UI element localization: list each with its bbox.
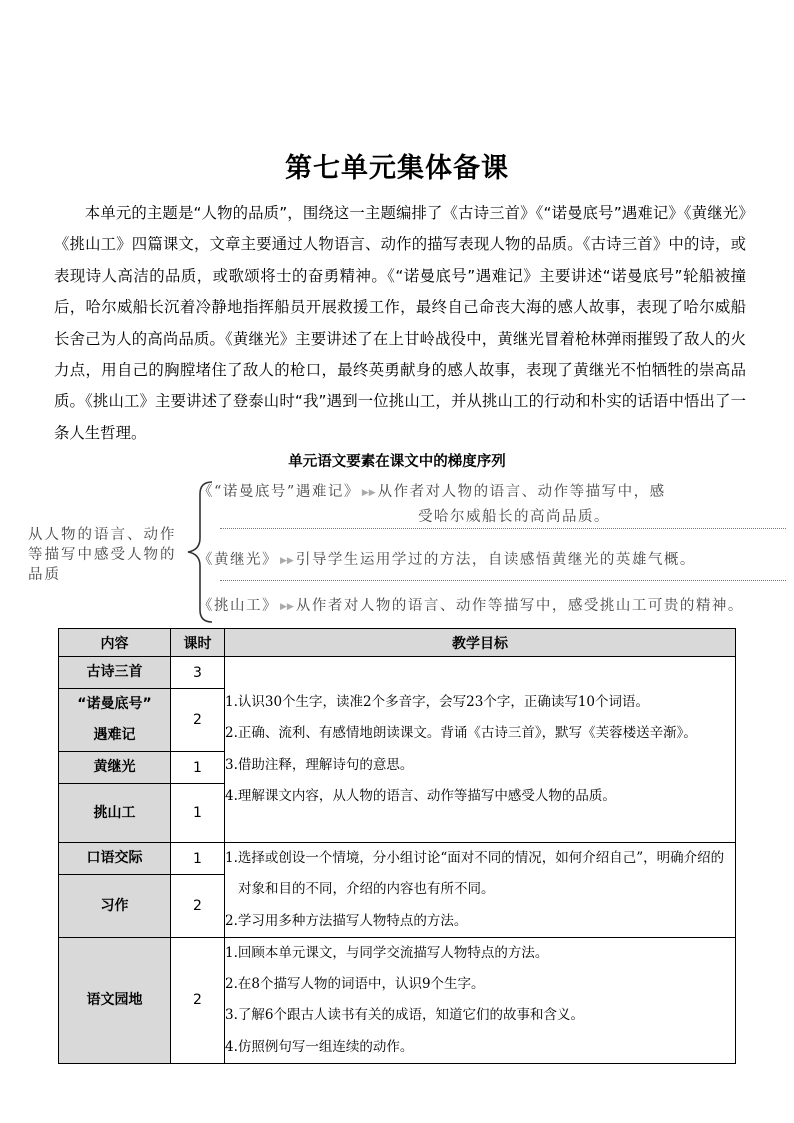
- row-hours: 2: [171, 689, 225, 752]
- goal-item: 1.认识30个生字，读准2个多音字，会写23个字，正确读写10个词语。: [225, 693, 650, 710]
- row-content: 口语交际: [59, 843, 171, 875]
- speaking-writing-goals: [225, 843, 736, 938]
- row-hours: 1: [171, 752, 225, 784]
- goal-item: 2.学习用多种方法描写人物特点的方法。: [225, 912, 468, 929]
- branch-text-line2: 受哈尔威船长的高尚品质。: [418, 509, 610, 525]
- arrow-icon: ▶▶: [361, 488, 376, 498]
- table-row: [59, 843, 736, 875]
- row-content: 挑山工: [59, 784, 171, 843]
- diagram-branch: [198, 548, 696, 569]
- reading-goals: [225, 657, 736, 843]
- teaching-goals-table: [58, 628, 736, 1064]
- table-header-row: [59, 629, 736, 657]
- row-hours: 1: [171, 843, 225, 875]
- row-hours: 3: [171, 657, 225, 689]
- gradient-diagram: [28, 474, 794, 624]
- row-content: 黄继光: [59, 752, 171, 784]
- header-goals: 教学目标: [225, 629, 736, 657]
- goal-item: 2.正确、流利、有感情地朗读课文。背诵《古诗三首》，默写《芙蓉楼送辛渐》。: [225, 725, 697, 742]
- goal-item: 1.回顾本单元课文，与同学交流描写人物特点的方法。: [225, 944, 549, 961]
- goal-item: 4.理解课文内容，从人物的语言、动作等描写中感受人物的品质。: [225, 787, 616, 804]
- row-hours: 1: [171, 784, 225, 843]
- goal-item: 3.借助注释，理解诗句的意思。: [225, 756, 414, 773]
- branch-text: 引导学生运用学过的方法，自读感悟黄继光的英雄气概。: [295, 552, 696, 568]
- header-content: 内容: [59, 629, 171, 657]
- row-hours: 2: [171, 937, 225, 1063]
- branch-lesson: 《挑山工》: [198, 598, 278, 614]
- header-hours: 课时: [171, 629, 225, 657]
- row-content-line: “诺曼底号”: [77, 696, 152, 712]
- goal-item: 2.在8个描写人物的词语中，认识9个生字。: [225, 976, 485, 993]
- branch-lesson: 《黄继光》: [198, 552, 278, 568]
- intro-paragraph: 本单元的主题是“人物的品质”，围绕这一主题编排了《古诗三首》《“诺曼底号”遇难记》《黄继光》《挑山工》四篇课文，文章主要通过人物语言、动作的描写表现人物的品质。《古诗三首》中的诗，或表现诗人高洁的品质，或歌颂将士的奋勇精神。《“诺曼底号”遇难记》主要讲述“诺曼底号”轮船被撞后，哈尔威船长沉着冷静地指挥船员开展救援工作，最终自己命丧大海的感人故事，表现了哈尔威船长舍己为人的高尚品质。《黄继光》主要讲述了在上甘岭战役中，黄继光冒着枪林弹雨摧毁了敌人的火力点，用自己的胸膛堵住了敌人的枪口，最终英勇献身的感人故事，表现了黄继光不怕牺牲的崇高品质。《挑山工》主要讲述了登泰山时“我”遇到一位挑山工，并从挑山工的行动和朴实的话语中悟出了一条人生哲理。: [54, 204, 746, 442]
- divider: [220, 580, 786, 581]
- table-row: [59, 937, 736, 1063]
- diagram-branch-cont: [418, 505, 610, 526]
- row-content: [59, 689, 171, 752]
- diagram-root-label: 从人物的语言、动作等描写中感受人物的品质: [28, 527, 177, 583]
- branch-text: 从作者对人物的语言、动作等描写中，感受挑山工可贵的精神。: [295, 598, 744, 614]
- goal-item: 4.仿照例句写一组连续的动作。: [225, 1038, 414, 1055]
- goal-item: 3.了解6个跟古人读书有关的成语，知道它们的故事和含义。: [225, 1007, 584, 1024]
- branch-lesson: 《“诺曼底号”遇难记》: [198, 484, 360, 500]
- arrow-icon: ▶▶: [280, 556, 294, 566]
- page-title: 第七单元集体备课: [285, 153, 509, 184]
- divider: [220, 528, 786, 529]
- diagram-title: 单元语文要素在课文中的梯度序列: [288, 454, 506, 470]
- arrow-icon: ▶▶: [280, 602, 294, 612]
- branch-text-line1: 从作者对人物的语言、动作等描写中，感: [377, 484, 666, 500]
- diagram-branch: [198, 594, 744, 615]
- row-content-line: 遇难记: [93, 727, 136, 743]
- goal-item: 1.选择或创设一个情境，分小组讨论“面对不同的情况，如何介绍自己”，明确介绍的对象和目的不同，介绍的内容也有所不同。: [225, 850, 725, 898]
- row-hours: 2: [171, 875, 225, 938]
- row-content: 古诗三首: [59, 657, 171, 689]
- table-row: [59, 657, 736, 689]
- garden-goals: [225, 937, 736, 1063]
- row-content: 语文园地: [59, 937, 171, 1063]
- row-content: 习作: [59, 875, 171, 938]
- diagram-branch: [198, 480, 666, 501]
